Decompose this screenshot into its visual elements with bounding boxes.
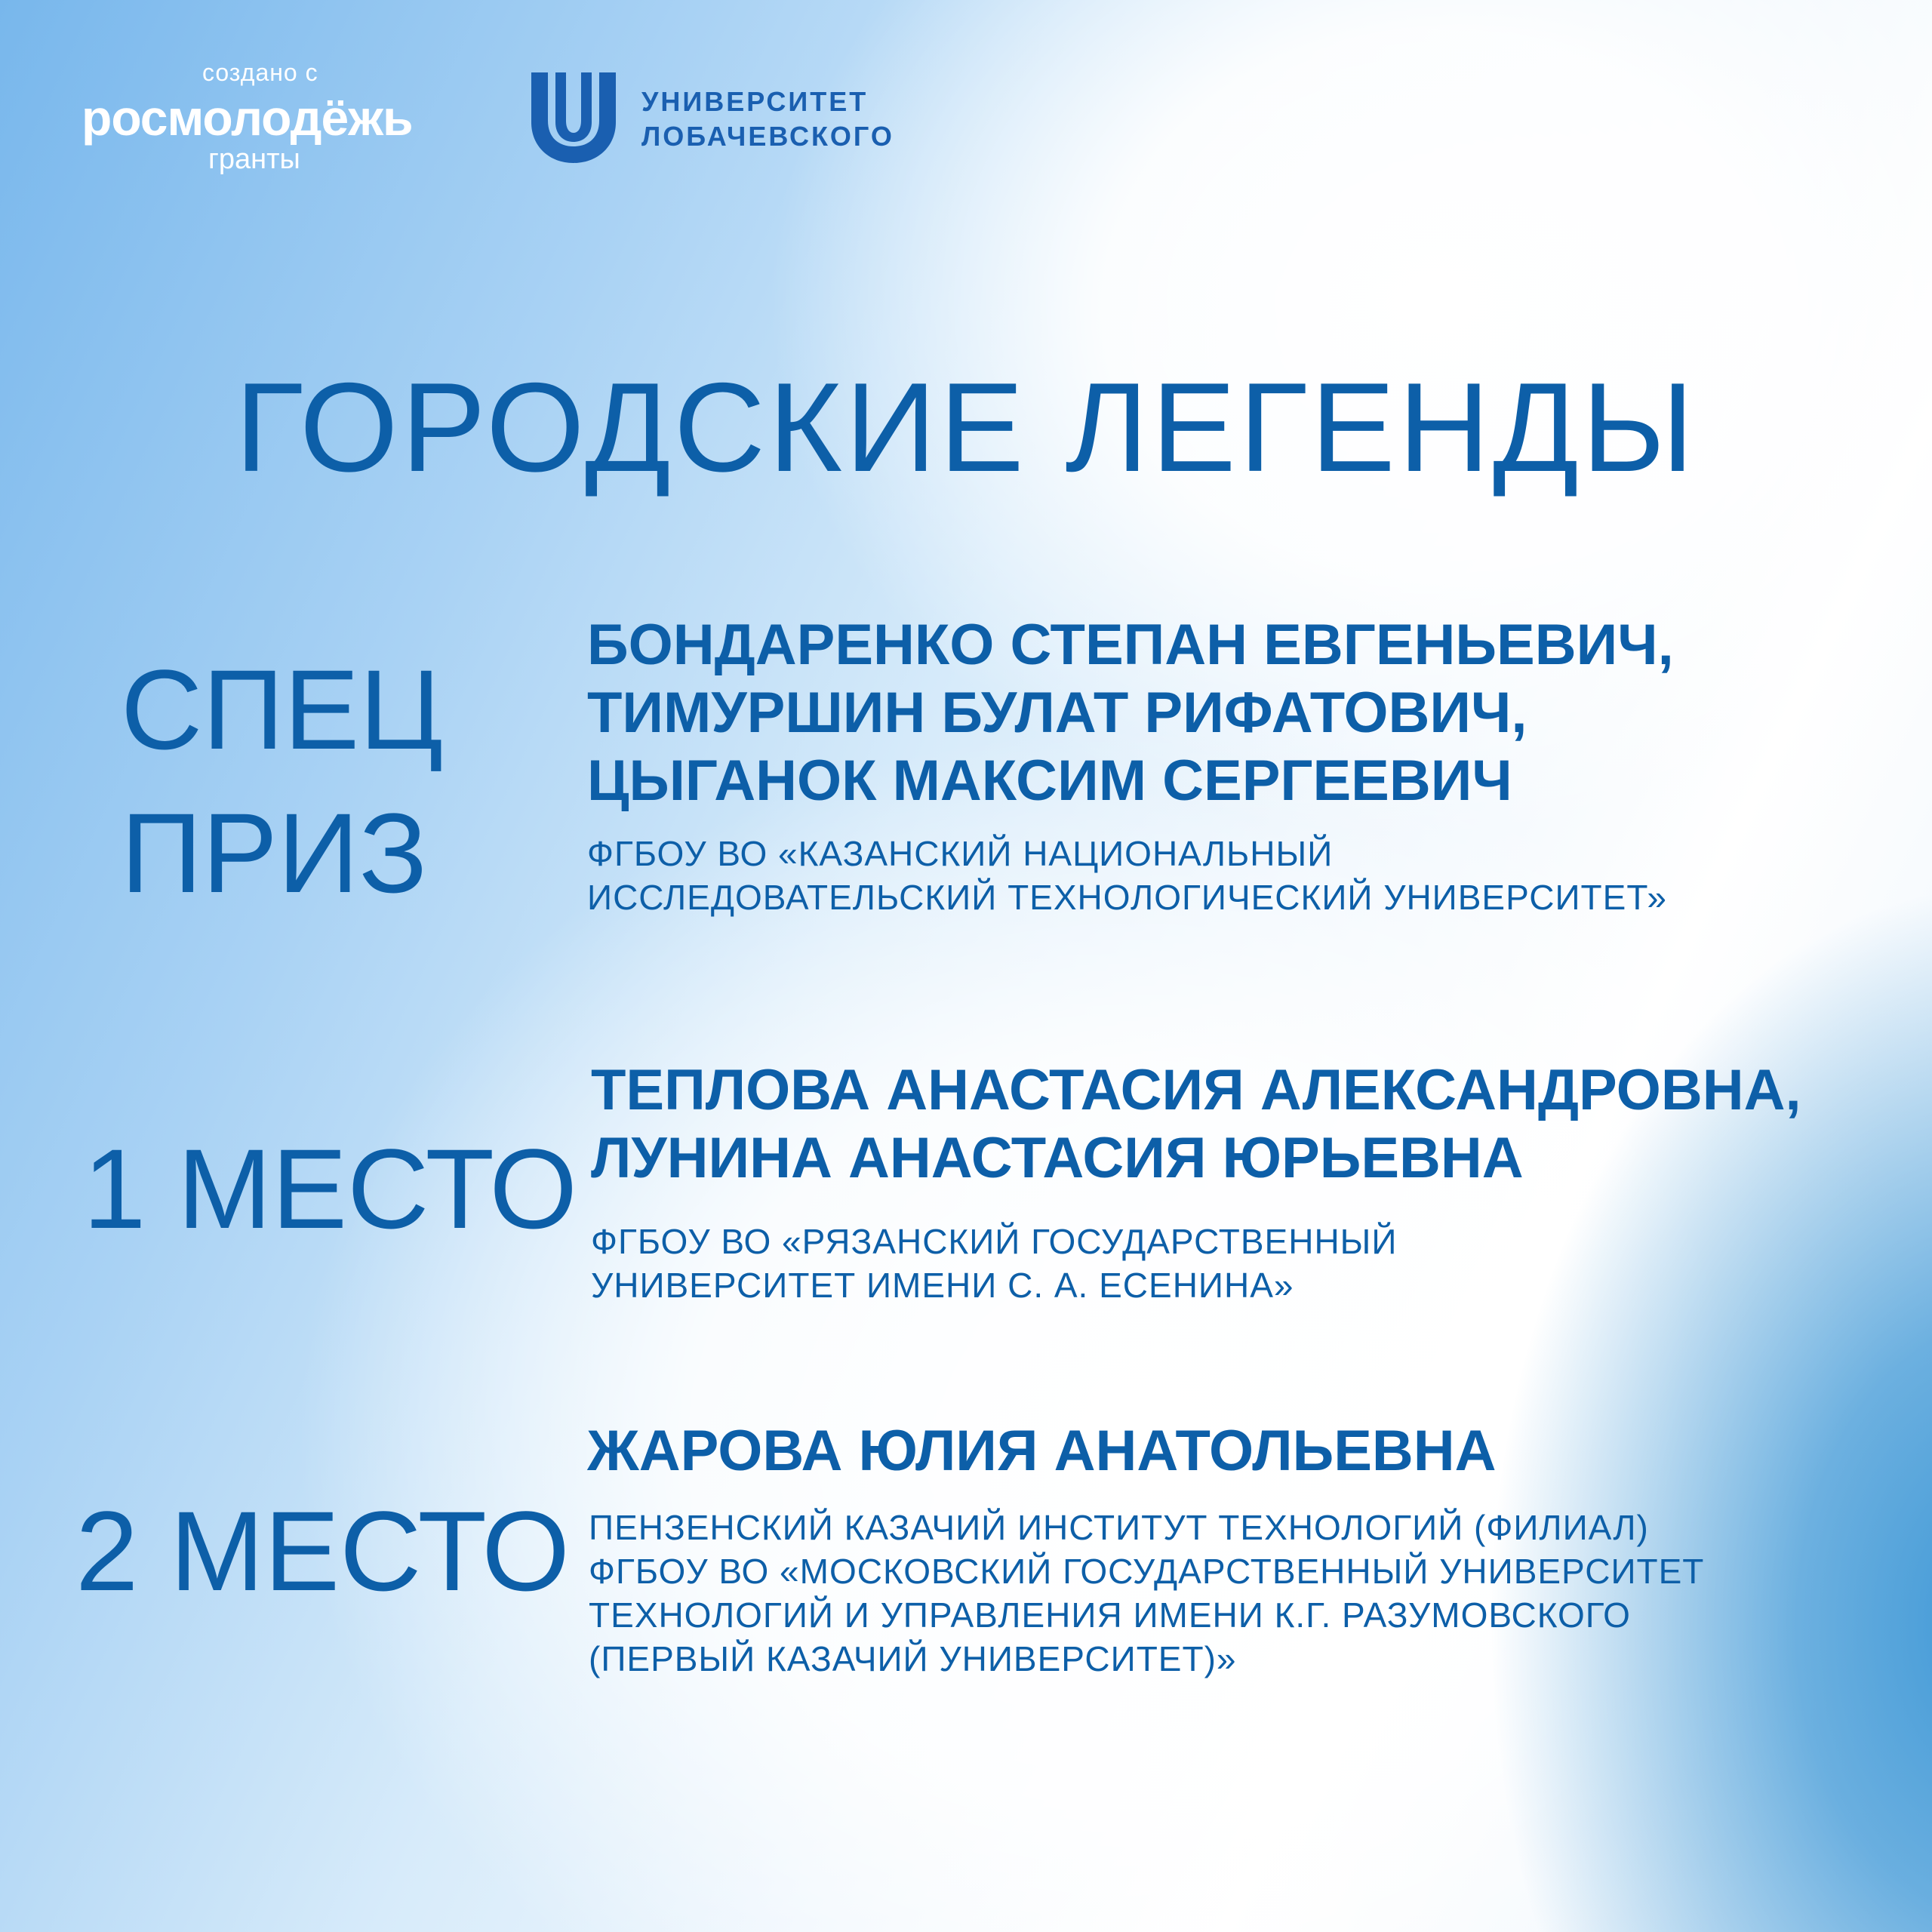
rosmolodezh-logo-bottom: гранты [208,143,300,175]
award-org-first [591,1220,1397,1307]
award-names-second [587,1417,1497,1485]
award-place-line: ПРИЗ [121,789,428,916]
rosmolodezh-logo-main: росмолодёжь [82,90,413,146]
org-line: (ПЕРВЫЙ КАЗАЧИЙ УНИВЕРСИТЕТ)» [589,1639,1237,1678]
org-line: ФГБОУ ВО «МОСКОВСКИЙ ГОСУДАРСТВЕННЫЙ УНИВЕРСИТЕТ [589,1552,1705,1591]
org-line: ФГБОУ ВО «РЯЗАНСКИЙ ГОСУДАРСТВЕННЫЙ [591,1222,1398,1261]
page-title: ГОРОДСКИЕ ЛЕГЕНДЫ [235,356,1697,498]
org-line: ИССЛЕДОВАТЕЛЬСКИЙ ТЕХНОЛОГИЧЕСКИЙ УНИВЕРСИТЕТ» [587,878,1667,917]
winner-name: БОНДАРЕНКО СТЕПАН ЕВГЕНЬЕВИЧ, [587,613,1674,677]
university-logo-line1: УНИВЕРСИТЕТ [641,86,869,117]
award-place-first [83,1117,577,1260]
award-place-line: 1 МЕСТО [83,1125,578,1252]
winner-name: ЖАРОВА ЮЛИЯ АНАТОЛЬЕВНА [587,1419,1497,1483]
award-place-line: 2 МЕСТО [75,1487,571,1614]
award-place-second [75,1479,570,1623]
winner-name: ЦЫГАНОК МАКСИМ СЕРГЕЕВИЧ [587,749,1512,813]
university-logo-text [641,85,894,154]
org-line: ПЕНЗЕНСКИЙ КАЗАЧИЙ ИНСТИТУТ ТЕХНОЛОГИЙ (ФИЛИАЛ) [589,1508,1649,1547]
winner-name: ТЕПЛОВА АНАСТАСИЯ АЛЕКСАНДРОВНА, [591,1058,1801,1122]
university-logo [528,68,894,174]
award-names-first [591,1057,1801,1192]
university-emblem-icon [528,68,619,166]
rosmolodezh-logo-top: создано с [202,59,318,86]
university-logo-line2: ЛОБАЧЕВСКОГО [641,121,894,152]
org-line: УНИВЕРСИТЕТ ИМЕНИ С. А. ЕСЕНИНА» [591,1266,1294,1305]
winner-name: ЛУНИНА АНАСТАСИЯ ЮРЬЕВНА [591,1126,1524,1190]
winner-name: ТИМУРШИН БУЛАТ РИФАТОВИЧ, [587,681,1527,745]
award-place-line: СПЕЦ [121,646,444,773]
award-org-special [587,832,1667,919]
award-names-special [587,611,1674,815]
org-line: ТЕХНОЛОГИЙ И УПРАВЛЕНИЯ ИМЕНИ К.Г. РАЗУМОВСКОГО [589,1595,1631,1635]
org-line: ФГБОУ ВО «КАЗАНСКИЙ НАЦИОНАЛЬНЫЙ [587,834,1334,873]
award-place-special [121,638,443,924]
award-org-second [589,1506,1704,1681]
rosmolodezh-logo [82,54,451,183]
